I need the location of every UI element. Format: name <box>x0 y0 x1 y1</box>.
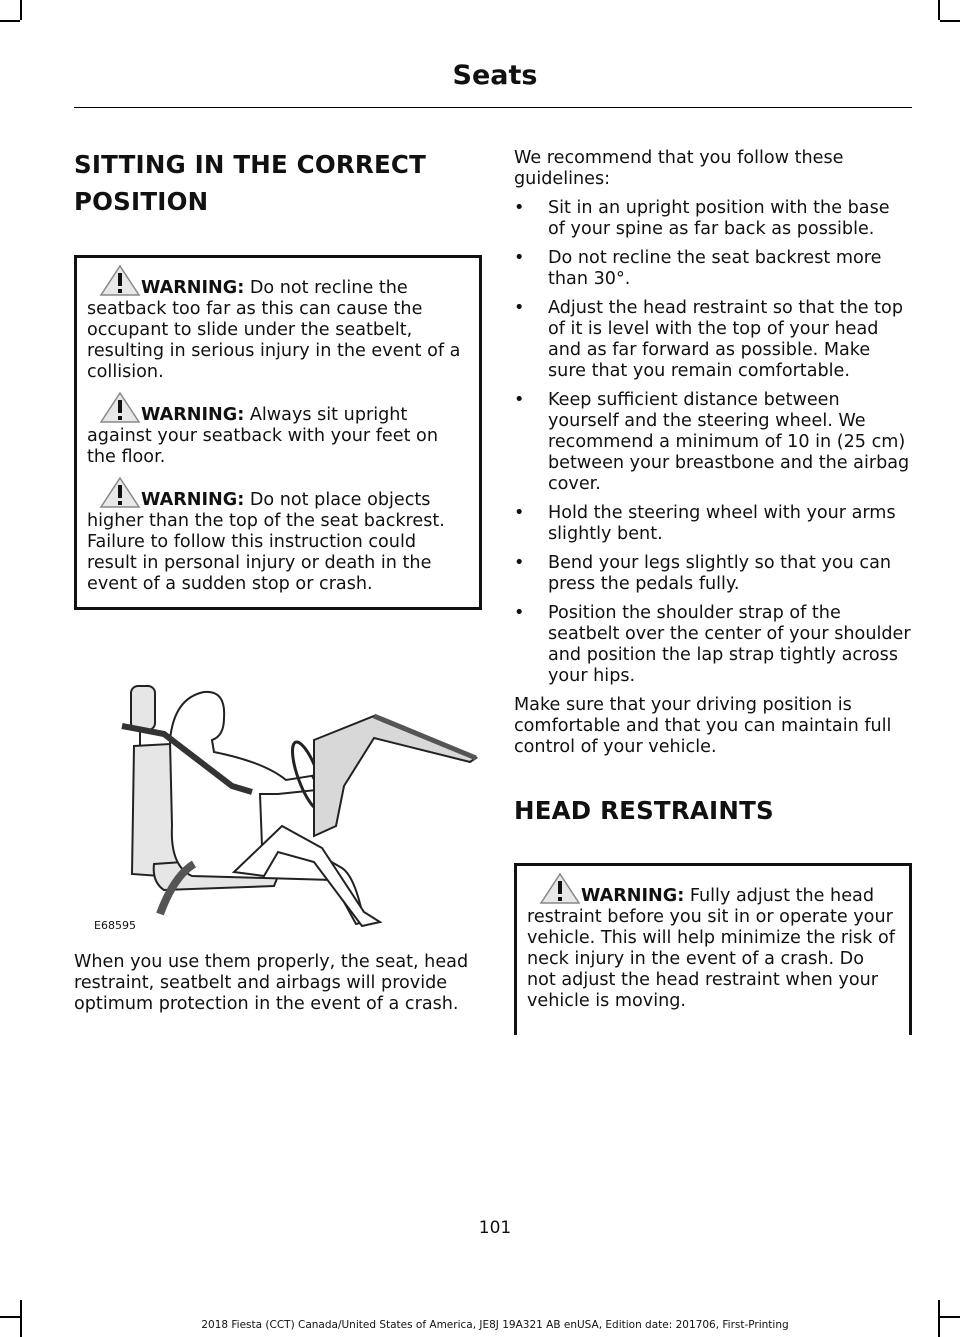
list-item: • Do not recline the seat backrest more than 30°. <box>514 248 912 290</box>
crop-mark <box>0 20 20 22</box>
warning-text: Fully adjust the head restraint before you sit in or operate your vehicle. This will help minimize the risk of neck injury in the event of a crash. Do not adjust the head restraint when your vehicle is moving. <box>527 886 895 1011</box>
closing-paragraph: Make sure that your driving position is comfortable and that you can maintain full control of your vehicle. <box>514 695 892 757</box>
header-rule <box>74 107 912 108</box>
page-number: 101 <box>478 1218 512 1238</box>
warning-text: Do not recline the seatback too far as this can cause the occupant to slide under the seatbelt, resulting in serious injury in the event of a collision. <box>87 278 461 382</box>
list-item: • Position the shoulder strap of the seatbelt over the center of your shoulder and position the lap strap tightly across your hips. <box>514 603 912 687</box>
warning-box <box>74 255 482 610</box>
warning-label: WARNING: <box>141 278 245 298</box>
seating-position-figure <box>74 676 482 936</box>
warning-label: WARNING: <box>141 405 245 425</box>
heading-line-2: POSITION <box>74 187 209 216</box>
warning-text: Do not place objects higher than the top of the seat backrest. Failure to follow this instruction could result in personal injury or death in the event of a sudden stop or crash. <box>87 490 445 594</box>
crop-mark <box>938 0 940 20</box>
warning-item <box>87 405 467 468</box>
warning-label: WARNING: <box>581 886 685 906</box>
warning-label: WARNING: <box>141 490 245 510</box>
guidelines-intro: We recommend that you follow these guidelines: <box>514 148 844 189</box>
list-item: • Bend your legs slightly so that you can press the pedals fully. <box>514 553 912 595</box>
warning-item <box>87 278 467 383</box>
warning-item <box>87 490 467 595</box>
crop-mark <box>940 20 960 22</box>
right-column <box>514 148 912 1035</box>
warning-item <box>527 886 897 1012</box>
warning-triangle-icon <box>99 476 141 509</box>
list-item: • Keep sufficient distance between yourself and the steering wheel. We recommend a minimum of 10 in (25 cm) between your breastbone and the airbag cover. <box>514 390 912 495</box>
warning-triangle-icon <box>539 872 581 905</box>
figure-label: E68595 <box>94 919 136 932</box>
page-header-title: Seats <box>452 60 538 91</box>
warning-triangle-icon <box>99 264 141 297</box>
crop-mark <box>940 1316 960 1318</box>
list-item: • Adjust the head restraint so that the top of it is level with the top of your head and as far forward as possible. Make sure that you remain comfortable. <box>514 298 912 382</box>
list-item: • Sit in an upright position with the base of your spine as far back as possible. <box>514 198 912 240</box>
left-column <box>74 148 482 1015</box>
warning-triangle-icon <box>99 391 141 424</box>
guidelines-list <box>514 198 912 687</box>
crop-mark <box>20 0 22 20</box>
crop-mark <box>0 1316 20 1318</box>
section-heading-head-restraints: HEAD RESTRAINTS <box>514 796 774 825</box>
list-item: • Hold the steering wheel with your arms slightly bent. <box>514 503 912 545</box>
driver-seating-illustration <box>74 676 482 936</box>
after-figure-paragraph: When you use them properly, the seat, head restraint, seatbelt and airbags will provide optimum protection in the event of a crash. <box>74 952 469 1014</box>
heading-line-1: SITTING IN THE CORRECT <box>74 150 427 179</box>
section-heading-sitting <box>74 148 482 218</box>
page-footer: 2018 Fiesta (CCT) Canada/United States of America, JE8J 19A321 AB enUSA, Edition date: 201706, First-Printing <box>201 1319 789 1331</box>
warning-text: Always sit upright against your seatback with your feet on the floor. <box>87 405 438 467</box>
warning-box <box>514 863 912 1035</box>
